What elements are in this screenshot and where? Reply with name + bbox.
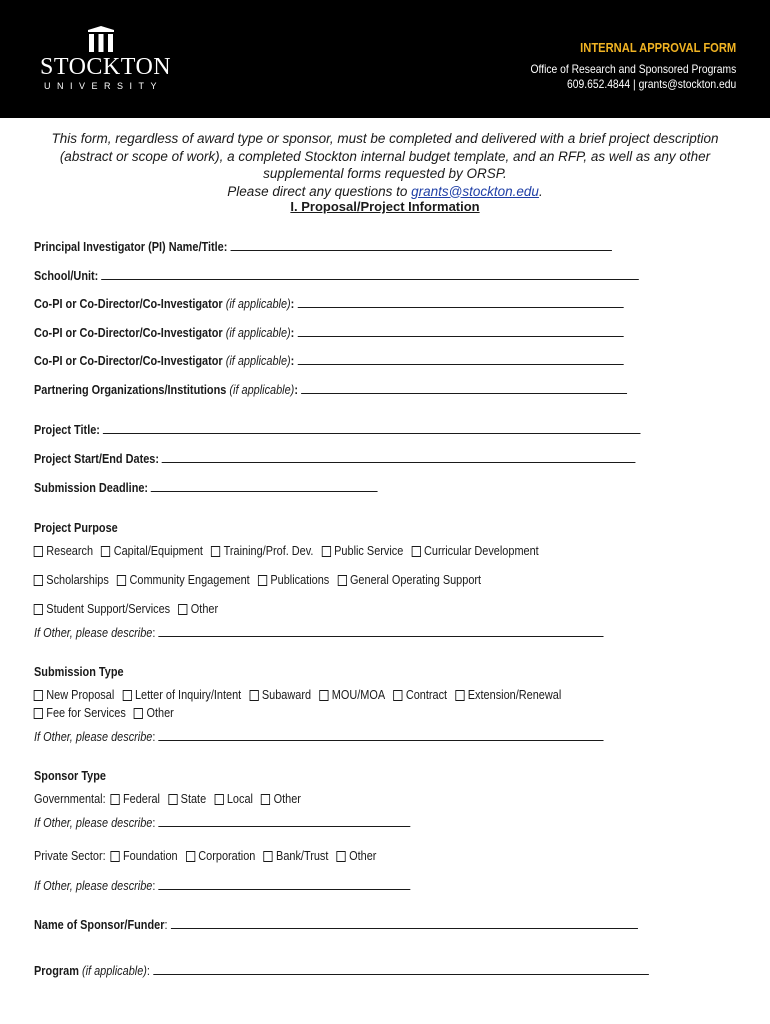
checkbox[interactable] [211, 546, 220, 557]
program-field[interactable] [34, 963, 649, 979]
section-title: I. Proposal/Project Information [290, 199, 480, 214]
purpose-row-1 [32, 543, 542, 559]
option-label: Other [190, 601, 219, 616]
intro-text [30, 130, 740, 200]
intro-prefix: Please direct any questions to [227, 183, 412, 199]
colon: : [290, 353, 295, 368]
if-applicable: (if applicable) [225, 325, 291, 340]
option-label: Local [226, 791, 253, 806]
checkbox[interactable] [263, 851, 272, 862]
pi-input[interactable] [230, 239, 611, 251]
purpose-heading: Project Purpose [34, 520, 118, 535]
option-label: Contract [405, 687, 448, 702]
purpose-row-2 [32, 572, 484, 588]
checkbox[interactable] [455, 690, 464, 701]
sponsor-name-input[interactable] [171, 917, 638, 929]
option-label: Scholarships [46, 572, 109, 587]
colon: : [294, 382, 298, 397]
copi-field-1[interactable] [34, 296, 623, 312]
gov-other-field[interactable] [34, 815, 410, 831]
other-describe-label: If Other, please describe [34, 878, 153, 893]
if-applicable: (if applicable) [225, 353, 291, 368]
copi-label: Co-PI or Co-Director/Co-Investigator [34, 296, 223, 311]
option-label: State [180, 791, 207, 806]
sponsor-name-label: Name of Sponsor/Funder [34, 917, 165, 932]
checkbox[interactable] [337, 575, 346, 586]
option-label: Federal [122, 791, 160, 806]
colon: : [146, 963, 150, 978]
copi-input[interactable] [297, 325, 623, 337]
gov-label: Governmental: [34, 791, 106, 806]
school-label: School/Unit: [34, 268, 99, 283]
option-label: Subaward [261, 687, 312, 702]
option-label: Publications [270, 572, 330, 587]
office-contact: 609.652.4844 | grants@stockton.edu [566, 77, 736, 91]
checkbox[interactable] [117, 575, 126, 586]
option-label: Public Service [334, 543, 404, 558]
project-title-input[interactable] [103, 422, 641, 434]
option-label: Curricular Development [424, 543, 539, 558]
option-label: Fee for Services [46, 705, 126, 720]
other-describe-label: If Other, please describe [34, 729, 153, 744]
checkbox[interactable] [134, 708, 143, 719]
checkbox[interactable] [249, 690, 258, 701]
sponsor-heading: Sponsor Type [34, 768, 107, 783]
checkbox[interactable] [337, 851, 346, 862]
sponsor-name-field[interactable] [34, 917, 638, 933]
submission-row-1 [32, 687, 565, 703]
checkbox[interactable] [34, 604, 43, 615]
copi-label: Co-PI or Co-Director/Co-Investigator [34, 353, 223, 368]
copi-field-2[interactable] [34, 325, 623, 341]
copi-input[interactable] [297, 353, 623, 365]
office-name: Office of Research and Sponsored Programs [530, 62, 736, 76]
pi-label: Principal Investigator (PI) Name/Title: [34, 239, 228, 254]
other-describe-input[interactable] [158, 815, 410, 827]
header-banner [0, 0, 770, 118]
email-link[interactable]: grants@stockton.edu [411, 183, 539, 199]
checkbox[interactable] [258, 575, 267, 586]
checkbox[interactable] [261, 794, 270, 805]
checkbox[interactable] [101, 546, 110, 557]
school-input[interactable] [101, 268, 639, 280]
logo-subtitle: UNIVERSITY [44, 81, 164, 91]
checkbox[interactable] [34, 575, 43, 586]
colon: : [290, 325, 295, 340]
option-label: Bank/Trust [276, 848, 329, 863]
other-describe-input[interactable] [158, 729, 603, 741]
submission-row-2 [32, 705, 177, 721]
purpose-row-3 [32, 601, 221, 617]
colon: : [152, 729, 156, 744]
checkbox[interactable] [34, 546, 43, 557]
partnering-label: Partnering Organizations/Institutions [34, 382, 227, 397]
tower-logo-icon [86, 26, 116, 52]
header-info [497, 40, 736, 92]
deadline-field[interactable] [34, 480, 378, 496]
option-label: General Operating Support [349, 572, 482, 587]
option-label: Research [46, 543, 94, 558]
submission-other-field[interactable] [34, 729, 604, 745]
colon: : [152, 878, 156, 893]
option-label: MOU/MOA [331, 687, 386, 702]
other-describe-input[interactable] [158, 625, 603, 637]
if-applicable: (if applicable) [81, 963, 147, 978]
dates-input[interactable] [162, 451, 636, 463]
sponsor-gov-row [34, 791, 304, 807]
checkbox[interactable] [319, 690, 328, 701]
project-title-field[interactable] [34, 422, 641, 438]
deadline-label: Submission Deadline: [34, 480, 149, 495]
dates-label: Project Start/End Dates: [34, 451, 160, 466]
copi-input[interactable] [297, 296, 623, 308]
option-label: Community Engagement [129, 572, 250, 587]
option-label: Other [349, 848, 377, 863]
private-other-field[interactable] [34, 878, 410, 894]
checkbox[interactable] [411, 546, 420, 557]
form-title: INTERNAL APPROVAL FORM [579, 40, 736, 55]
project-title-label: Project Title: [34, 422, 100, 437]
intro-line: This form, regardless of award type or sponsor, must be completed and delivered with a brief project description (abstract or scope of work), a completed Stockton internal budget template, and an RFP, as well as any other supplemental forms requested by ORSP. [51, 131, 719, 181]
option-label: Foundation [122, 848, 178, 863]
checkbox[interactable] [214, 794, 223, 805]
program-label: Program [34, 963, 79, 978]
logo-name: STOCKTON [40, 54, 172, 80]
option-label: Capital/Equipment [113, 543, 203, 558]
option-label: Other [146, 705, 174, 720]
partnering-field[interactable] [34, 382, 627, 398]
option-label: New Proposal [46, 687, 115, 702]
checkbox[interactable] [322, 546, 331, 557]
option-label: Training/Prof. Dev. [223, 543, 314, 558]
if-applicable: (if applicable) [225, 296, 291, 311]
checkbox[interactable] [186, 851, 195, 862]
option-label: Student Support/Services [46, 601, 171, 616]
checkbox[interactable] [122, 690, 131, 701]
sponsor-private-row [34, 848, 380, 864]
deadline-input[interactable] [151, 480, 378, 492]
submission-heading: Submission Type [34, 664, 124, 679]
option-label: Other [273, 791, 301, 806]
partnering-input[interactable] [301, 382, 627, 394]
program-input[interactable] [153, 963, 649, 975]
checkbox[interactable] [393, 690, 402, 701]
pi-field[interactable] [34, 239, 612, 255]
if-applicable: (if applicable) [229, 382, 295, 397]
other-describe-input[interactable] [158, 878, 410, 890]
option-label: Letter of Inquiry/Intent [134, 687, 242, 702]
checkbox[interactable] [110, 794, 119, 805]
school-field[interactable] [34, 268, 639, 284]
colon: : [152, 815, 156, 830]
colon: : [164, 917, 168, 932]
copi-label: Co-PI or Co-Director/Co-Investigator [34, 325, 223, 340]
colon: : [290, 296, 295, 311]
option-label: Corporation [198, 848, 256, 863]
checkbox[interactable] [34, 690, 43, 701]
checkbox[interactable] [168, 794, 177, 805]
stockton-logo [40, 26, 172, 92]
colon: : [152, 625, 156, 640]
checkbox[interactable] [178, 604, 187, 615]
private-label: Private Sector: [34, 848, 106, 863]
purpose-other-field[interactable] [34, 625, 604, 641]
dates-field[interactable] [34, 451, 636, 467]
checkbox[interactable] [110, 851, 119, 862]
other-describe-label: If Other, please describe [34, 625, 153, 640]
option-label: Extension/Renewal [467, 687, 562, 702]
other-describe-label: If Other, please describe [34, 815, 153, 830]
copi-field-3[interactable] [34, 353, 623, 369]
intro-suffix: . [538, 183, 543, 199]
checkbox[interactable] [34, 708, 43, 719]
